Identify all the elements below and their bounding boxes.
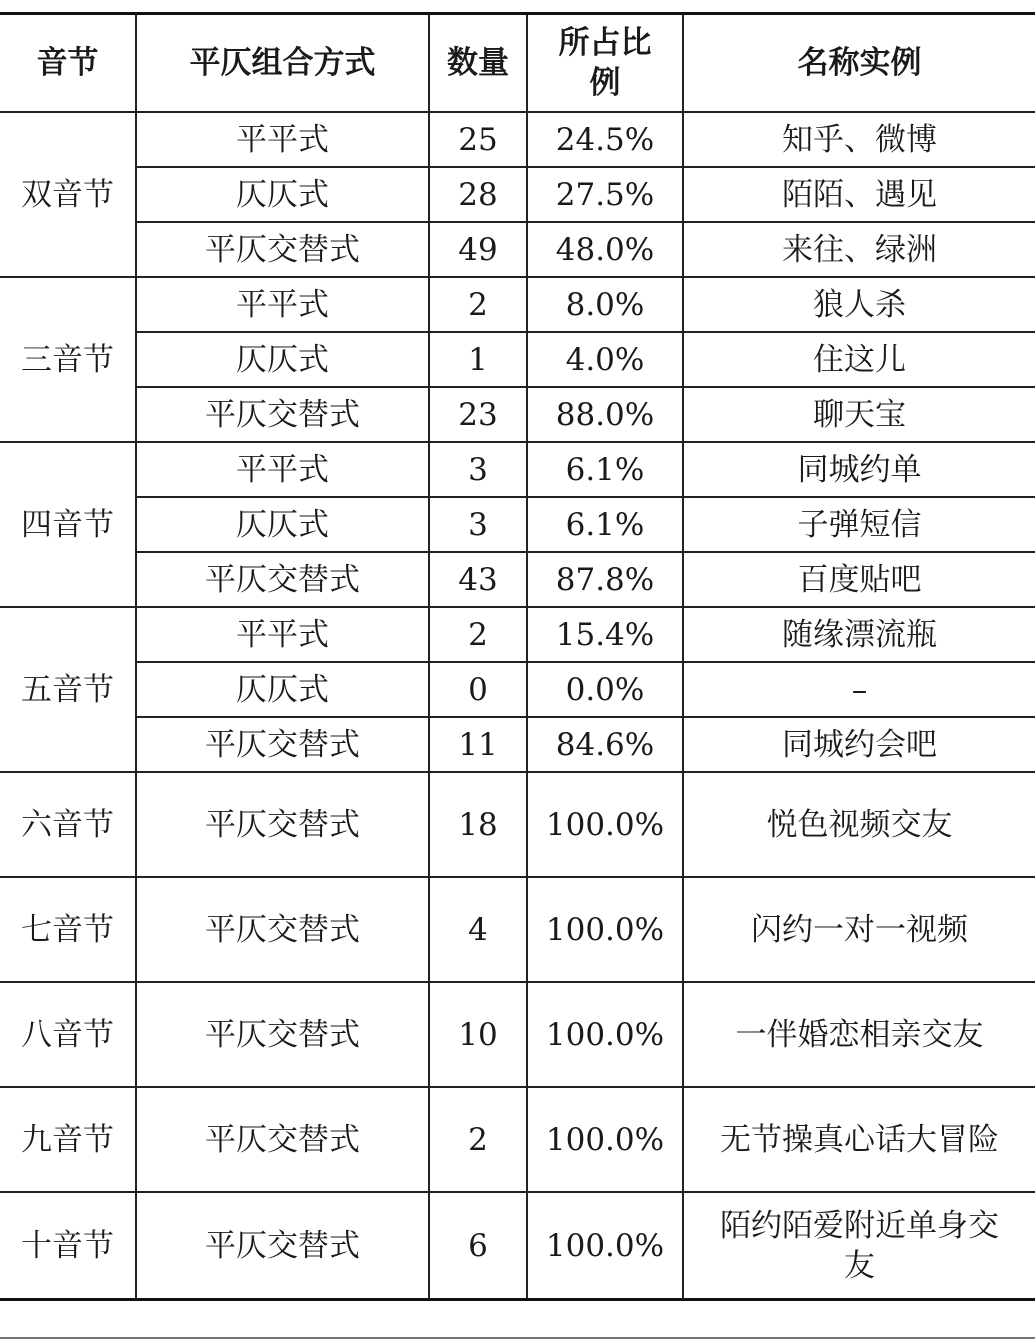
pattern-cell: 平仄交替式 [136,552,429,607]
pattern-cell: 平仄交替式 [136,772,429,877]
pattern-cell: 仄仄式 [136,167,429,222]
table-row [0,387,1035,442]
count-cell: 10 [429,982,527,1087]
table-row [0,112,1035,167]
count-cell: 1 [429,332,527,387]
pattern-cell: 平平式 [136,607,429,662]
pattern-cell: 仄仄式 [136,497,429,552]
ratio-cell: 6.1% [527,442,683,497]
example-cell: 子弹短信 [683,497,1035,552]
table-row [0,717,1035,772]
syllable-group-label: 六音节 [0,772,136,877]
ratio-cell: 100.0% [527,772,683,877]
header-syllables: 音节 [0,14,136,113]
table-row [0,1192,1035,1300]
count-cell: 25 [429,112,527,167]
table-row [0,167,1035,222]
example-cell: 一伴婚恋相亲交友 [683,982,1035,1087]
bottom-rule [0,1337,1035,1339]
ratio-cell: 0.0% [527,662,683,717]
example-cell: 百度贴吧 [683,552,1035,607]
syllable-group-label: 五音节 [0,607,136,772]
header-ratio: 所占比例 [527,14,683,113]
count-cell: 23 [429,387,527,442]
example-cell: 来往、绿洲 [683,222,1035,277]
count-cell: 0 [429,662,527,717]
pattern-cell: 平平式 [136,112,429,167]
pattern-cell: 平平式 [136,442,429,497]
syllable-tone-table [0,12,1035,1301]
count-cell: 2 [429,1087,527,1192]
example-cell: – [683,662,1035,717]
ratio-cell: 15.4% [527,607,683,662]
pattern-cell: 平仄交替式 [136,387,429,442]
syllable-group-label: 七音节 [0,877,136,982]
pattern-cell: 平仄交替式 [136,717,429,772]
example-cell: 陌陌、遇见 [683,167,1035,222]
count-cell: 3 [429,497,527,552]
table-row [0,877,1035,982]
count-cell: 43 [429,552,527,607]
ratio-cell: 24.5% [527,112,683,167]
example-cell: 陌约陌爱附近单身交友 [683,1192,1035,1300]
count-cell: 3 [429,442,527,497]
pattern-cell: 平仄交替式 [136,1192,429,1300]
header-row [0,14,1035,113]
count-cell: 11 [429,717,527,772]
table-row [0,552,1035,607]
example-cell: 住这儿 [683,332,1035,387]
count-cell: 28 [429,167,527,222]
example-cell: 闪约一对一视频 [683,877,1035,982]
table-row [0,982,1035,1087]
pattern-cell: 平仄交替式 [136,222,429,277]
pattern-cell: 平仄交替式 [136,1087,429,1192]
ratio-cell: 27.5% [527,167,683,222]
count-cell: 49 [429,222,527,277]
example-cell: 聊天宝 [683,387,1035,442]
example-cell: 狼人杀 [683,277,1035,332]
example-cell: 无节操真心话大冒险 [683,1087,1035,1192]
count-cell: 18 [429,772,527,877]
ratio-cell: 88.0% [527,387,683,442]
ratio-cell: 6.1% [527,497,683,552]
syllable-group-label: 三音节 [0,277,136,442]
count-cell: 2 [429,607,527,662]
table-row [0,497,1035,552]
count-cell: 2 [429,277,527,332]
pattern-cell: 平平式 [136,277,429,332]
ratio-cell: 100.0% [527,1087,683,1192]
ratio-cell: 87.8% [527,552,683,607]
syllable-group-label: 九音节 [0,1087,136,1192]
ratio-cell: 100.0% [527,982,683,1087]
pattern-cell: 平仄交替式 [136,982,429,1087]
example-cell: 随缘漂流瓶 [683,607,1035,662]
table-row [0,222,1035,277]
table-row [0,662,1035,717]
table-row [0,1087,1035,1192]
table-row [0,607,1035,662]
example-cell: 悦色视频交友 [683,772,1035,877]
syllable-group-label: 八音节 [0,982,136,1087]
syllable-group-label: 双音节 [0,112,136,277]
table-row [0,277,1035,332]
example-cell: 同城约会吧 [683,717,1035,772]
count-cell: 4 [429,877,527,982]
pattern-cell: 仄仄式 [136,332,429,387]
count-cell: 6 [429,1192,527,1300]
ratio-cell: 4.0% [527,332,683,387]
ratio-cell: 100.0% [527,877,683,982]
example-cell: 知乎、微博 [683,112,1035,167]
ratio-cell: 8.0% [527,277,683,332]
table-row [0,332,1035,387]
header-example: 名称实例 [683,14,1035,113]
syllable-group-label: 十音节 [0,1192,136,1300]
header-count: 数量 [429,14,527,113]
table-row [0,442,1035,497]
header-pattern: 平仄组合方式 [136,14,429,113]
pattern-cell: 平仄交替式 [136,877,429,982]
ratio-cell: 84.6% [527,717,683,772]
pattern-cell: 仄仄式 [136,662,429,717]
table-row [0,772,1035,877]
example-cell: 同城约单 [683,442,1035,497]
ratio-cell: 100.0% [527,1192,683,1300]
ratio-cell: 48.0% [527,222,683,277]
syllable-group-label: 四音节 [0,442,136,607]
